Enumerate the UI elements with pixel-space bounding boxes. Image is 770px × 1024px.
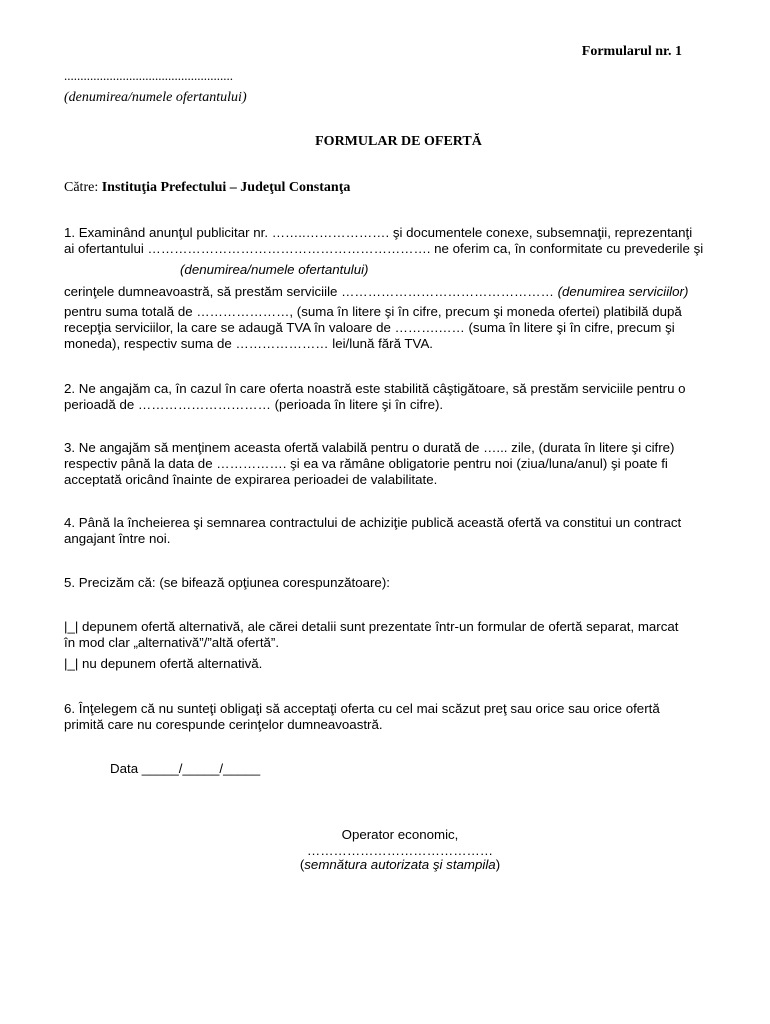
bidder-caption: (denumirea/numele ofertantului) [64, 90, 247, 105]
p3-line1: 3. Ne angajăm să menţinem aceasta ofertă valabilă pentru o durată de …... zile, (durata în litere şi cifre) [64, 440, 675, 455]
p1-line3-italic: (denumirea serviciilor) [557, 284, 689, 299]
date-line[interactable]: Data _____/_____/_____ [110, 761, 261, 776]
signature-label: Operator economic, [341, 827, 459, 842]
form-number: Formularul nr. 1 [581, 44, 682, 59]
recipient-line [64, 180, 350, 196]
bidder-dots: .................................................... [64, 68, 233, 83]
p6-line1: 6. Înţelegem că nu sunteţi obligaţi să acceptaţi oferta cu cel mai scăzut preţ sau orice sau orice ofertă [64, 701, 660, 716]
p1-line1: 1. Examinând anunţul publicitar nr. ……..………………. şi documentele conexe, subsemnaţii, reprezentanţi [64, 225, 693, 240]
p1-line2: ai ofertantului ………………………………………………………. ne oferim ca, în conformitate cu prevederile şi [64, 241, 704, 256]
recipient-prefix: Către: [64, 180, 99, 195]
p6-line2: primită care nu corespunde cerinţelor dumneavoastră. [64, 717, 383, 732]
p3-line2: respectiv până la data de ……………. şi ea va rămâne obligatorie pentru noi (ziua/luna/anul) şi poate fi [64, 456, 668, 471]
p5-line1: 5. Precizăm că: (se bifează opţiunea corespunzătoare): [64, 575, 390, 590]
signature-caption-text: semnătura autorizata şi stampila [304, 857, 496, 872]
signature-caption-open: ( [299, 857, 305, 872]
p2-line2: perioadă de ………………………… (perioada în litere şi în cifre). [64, 397, 444, 412]
p1-line4: pentru suma totală de …………………, (suma în litere şi în cifre, precum şi moneda ofertei) platibilă după [64, 304, 682, 319]
p1-line3 [64, 284, 734, 300]
p3-line3: acceptată oricând înainte de expirarea perioadei de valabilitate. [64, 472, 438, 487]
p4-line2: angajant între noi. [64, 531, 171, 546]
signature-dots: …………………………………… [306, 843, 494, 858]
p5-option1-line2: în mod clar „alternativă”/”altă ofertă”. [64, 635, 280, 650]
signature-caption-close: ) [495, 857, 501, 872]
p4-line1: 4. Până la încheierea şi semnarea contractului de achiziţie publică această ofertă va constitui un contract [64, 515, 682, 530]
p1-line3-main: cerinţele dumneavoastră, să prestăm serviciile ………………………………………… [64, 284, 558, 299]
page-title: FORMULAR DE OFERTĂ [315, 134, 482, 149]
p1-line6: moneda), respectiv suma de ………………… lei/lună fără TVA. [64, 336, 434, 351]
signature-caption [280, 857, 520, 873]
p1-caption: (denumirea/numele ofertantului) [180, 262, 369, 277]
recipient-name: Instituţia Prefectului – Judeţul Constanţa [101, 180, 351, 195]
p1-line5: recepţia serviciilor, la care se adaugă TVA în valoare de ……….…… (suma în litere şi în cifre, precum şi [64, 320, 675, 335]
p2-line1: 2. Ne angajăm ca, în cazul în care oferta noastră este stabilită câştigătoare, să prestăm serviciile pentru o [64, 381, 686, 396]
p5-option2[interactable]: |_| nu depunem ofertă alternativă. [64, 656, 263, 671]
p5-option1-line1[interactable]: |_| depunem ofertă alternativă, ale cărei detalii sunt prezentate într-un formular de ofertă separat, marcat [64, 619, 679, 634]
